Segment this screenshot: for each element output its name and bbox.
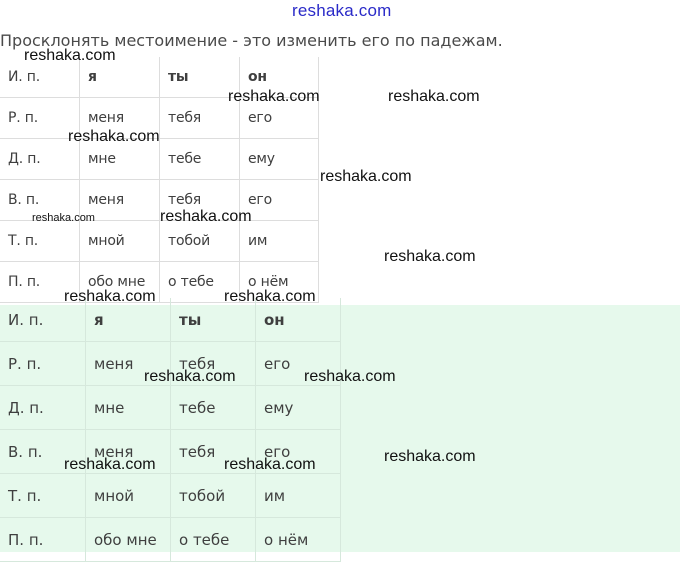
pronoun-header: он [256,298,341,342]
form-cell: тобой [171,474,256,518]
case-cell: И. п. [0,57,80,98]
form-cell: обо мне [80,262,160,303]
case-cell: Д. п. [0,139,80,180]
watermark: reshaka.com [144,368,236,385]
case-cell: И. п. [0,298,86,342]
pronoun-header: ты [171,298,256,342]
watermark: reshaka.com [224,456,316,473]
form-cell: его [240,180,319,221]
case-cell: Д. п. [0,386,86,430]
form-cell: о нём [240,262,319,303]
case-cell: В. п. [0,430,86,474]
watermark: reshaka.com [160,208,252,225]
table-row [0,518,341,562]
table-row [0,221,319,262]
intro-text: Просклонять местоимение - это изменить его по падежам. [0,31,503,50]
pronoun-header: я [80,57,160,98]
form-cell: им [240,221,319,262]
case-cell: П. п. [0,262,80,303]
form-cell: тебе [160,139,240,180]
form-cell: ему [240,139,319,180]
pronoun-header: я [86,298,171,342]
form-cell: тобой [160,221,240,262]
form-cell: мной [86,474,171,518]
case-cell: Р. п. [0,342,86,386]
watermark: reshaka.com [228,88,320,105]
site-watermark[interactable]: reshaka.com [292,1,392,20]
form-cell: о тебе [171,518,256,562]
form-cell: меня [86,342,171,386]
form-cell: мне [86,386,171,430]
table-row [0,386,341,430]
pronoun-header: ты [160,57,240,98]
form-cell: мне [80,139,160,180]
form-cell: тебя [171,430,256,474]
watermark: reshaka.com [320,168,412,185]
form-cell: тебе [171,386,256,430]
watermark: reshaka.com [32,212,95,224]
form-cell: тебя [160,98,240,139]
form-cell: обо мне [86,518,171,562]
pronoun-header: он [240,57,319,98]
declension-table-large [0,298,341,562]
watermark: reshaka.com [64,456,156,473]
case-cell: В. п. [0,180,80,221]
form-cell: тебя [160,180,240,221]
watermark: reshaka.com [384,448,476,465]
form-cell: меня [86,430,171,474]
form-cell: ему [256,386,341,430]
watermark: reshaka.com [68,128,160,145]
watermark: reshaka.com [64,288,156,305]
form-cell: меня [80,180,160,221]
watermark: reshaka.com [24,47,116,64]
form-cell: о тебе [160,262,240,303]
case-cell: Р. п. [0,98,80,139]
watermark: reshaka.com [304,368,396,385]
form-cell: им [256,474,341,518]
watermark: reshaka.com [388,88,480,105]
form-cell: его [240,98,319,139]
case-cell: П. п. [0,518,86,562]
form-cell: о нём [256,518,341,562]
table-row [0,474,341,518]
form-cell: мной [80,221,160,262]
case-cell: Т. п. [0,474,86,518]
form-cell: его [256,430,341,474]
form-cell: меня [80,98,160,139]
case-cell: Т. п. [0,221,80,262]
watermark: reshaka.com [224,288,316,305]
watermark: reshaka.com [384,248,476,265]
form-cell: его [256,342,341,386]
form-cell: тебя [171,342,256,386]
